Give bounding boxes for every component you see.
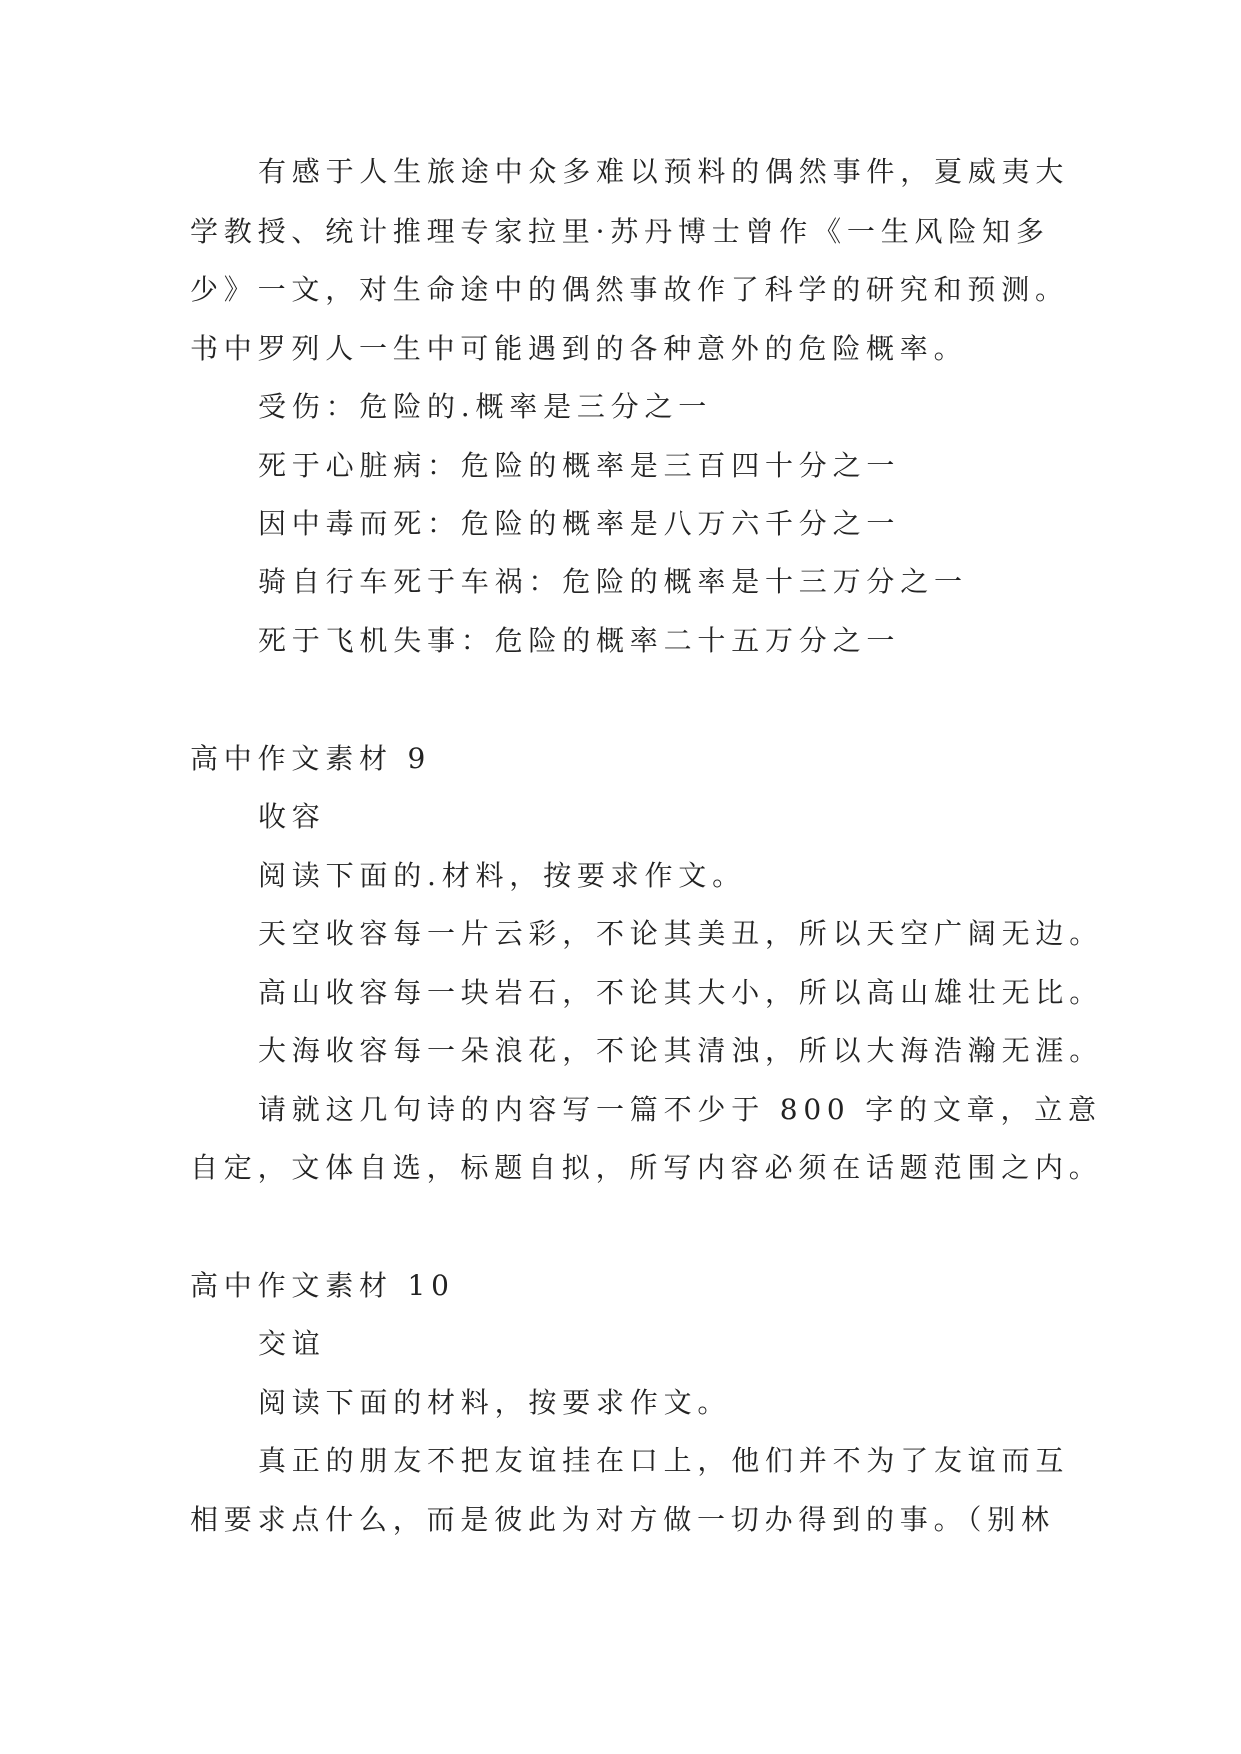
risk-plane-crash: 死于飞机失事：危险的概率二十五万分之一 xyxy=(258,624,901,657)
section-9-poem-line-2: 高山收容每一块岩石，不论其大小，所以高山雄壮无比。 xyxy=(258,976,1104,1009)
intro-line-3: 少》一文，对生命途中的偶然事故作了科学的研究和预测。 xyxy=(190,273,1069,306)
section-9-task-line-2: 自定，文体自选，标题自拟，所写内容必须在话题范围之内。 xyxy=(190,1151,1103,1184)
section-9-instruction: 阅读下面的.材料，按要求作文。 xyxy=(258,859,746,892)
section-10-body-line-2: 相要求点什么，而是彼此为对方做一切办得到的事。（别林 xyxy=(190,1503,1055,1536)
section-10-instruction: 阅读下面的材料，按要求作文。 xyxy=(258,1386,732,1419)
section-9-poem-line-1: 天空收容每一片云彩，不论其美丑，所以天空广阔无边。 xyxy=(258,917,1104,950)
risk-heart-disease: 死于心脏病：危险的概率是三百四十分之一 xyxy=(258,449,901,482)
section-10-subtitle: 交谊 xyxy=(258,1327,326,1360)
section-10-heading: 高中作文素材 10 xyxy=(190,1269,455,1302)
intro-line-1: 有感于人生旅途中众多难以预料的偶然事件，夏威夷大 xyxy=(258,155,1070,188)
section-9-poem-line-3: 大海收容每一朵浪花，不论其清浊，所以大海浩瀚无涯。 xyxy=(258,1034,1104,1067)
section-10-body-line-1: 真正的朋友不把友谊挂在口上，他们并不为了友谊而互 xyxy=(258,1444,1070,1477)
section-9-subtitle: 收容 xyxy=(258,800,326,833)
risk-injury: 受伤：危险的.概率是三分之一 xyxy=(258,390,713,423)
risk-bicycle: 骑自行车死于车祸：危险的概率是十三万分之一 xyxy=(258,565,968,598)
section-9-task-line-1: 请就这几句诗的内容写一篇不少于 800 字的文章，立意 xyxy=(258,1093,1102,1126)
risk-poisoning: 因中毒而死：危险的概率是八万六千分之一 xyxy=(258,507,901,540)
section-9-heading: 高中作文素材 9 xyxy=(190,742,432,775)
intro-line-2: 学教授、统计推理专家拉里·苏丹博士曾作《一生风险知多 xyxy=(190,215,1050,248)
intro-line-4: 书中罗列人一生中可能遇到的各种意外的危险概率。 xyxy=(190,332,968,365)
